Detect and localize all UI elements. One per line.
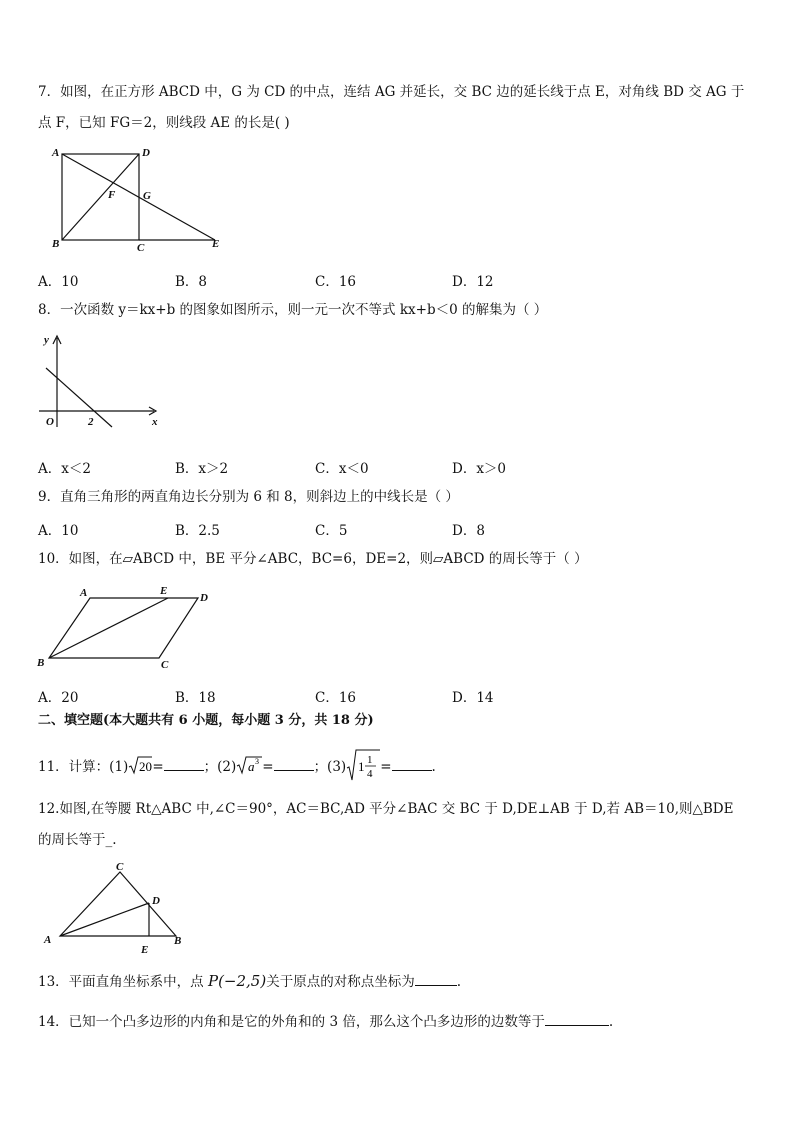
q7-option-b[interactable]: B．8	[175, 274, 208, 290]
q11-blank-3[interactable]	[392, 757, 432, 771]
q12-label-a: A	[44, 934, 52, 946]
q7-option-a[interactable]: A．10	[38, 274, 79, 290]
q14-text: 14．已知一个凸多边形的内角和是它的外角和的 3 倍，那么这个凸多边形的边数等于	[38, 1014, 545, 1030]
q11-frac-numerator: 1	[367, 754, 373, 766]
q10-option-c[interactable]: C．16	[315, 690, 357, 706]
q11-radicand-1: 20	[139, 759, 153, 774]
q10-option-a[interactable]: A．20	[38, 690, 79, 706]
q10-options	[38, 686, 758, 704]
q8-label-y: y	[44, 334, 49, 346]
q13-point: P(−2,5)	[207, 972, 267, 990]
section-2-heading: 二、填空题(本大题共有 6 小题，每小题 3 分，共 18 分)	[38, 713, 374, 728]
q11-mixed-whole: 1	[358, 759, 365, 774]
q8-options	[38, 457, 758, 475]
q8-label-o: O	[46, 416, 54, 428]
q12-label-d: D	[152, 895, 160, 907]
q11-sep-2: ；(3)	[313, 759, 347, 775]
q12-triangle-figure	[36, 858, 196, 956]
q7-label-c: C	[137, 242, 145, 254]
q11-radical-1	[128, 755, 152, 775]
q7-label-f: F	[108, 189, 116, 201]
q8-stem: 8．一次函数 y＝kx+b 的图象如图所示，则一元一次不等式 kx+b＜0 的解集为（ ）	[38, 302, 548, 318]
q12-label-b: B	[174, 935, 182, 947]
q11-frac-denominator: 4	[367, 768, 373, 780]
q10-option-b[interactable]: B．18	[175, 690, 216, 706]
q11-exponent: 3	[255, 757, 260, 766]
q11-eq-1: =	[152, 759, 164, 775]
q11-end: .	[431, 759, 436, 775]
q11-eq-3: =	[380, 759, 392, 775]
q10-label-b: B	[37, 657, 45, 669]
q7-option-d[interactable]: D．12	[452, 274, 494, 290]
q11-radicand-2: a	[248, 759, 255, 774]
q14-blank[interactable]	[545, 1012, 609, 1026]
q12-stem-line2: 的周长等于_.	[38, 832, 117, 848]
q13-blank[interactable]	[415, 972, 457, 986]
q10-option-d[interactable]: D．14	[452, 690, 494, 706]
q8-label-x: x	[152, 416, 158, 428]
q8-graph-figure	[36, 330, 166, 430]
q10-label-e: E	[160, 585, 168, 597]
q13-end: .	[456, 974, 462, 990]
q12-label-e: E	[141, 944, 149, 956]
q7-label-a: A	[52, 147, 60, 159]
q8-option-c[interactable]: C．x＜0	[315, 461, 369, 477]
q10-parallelogram-figure	[34, 580, 224, 672]
q11-sep-1: ；(2)	[203, 759, 237, 775]
q7-square-figure	[48, 143, 228, 255]
q10-label-c: C	[161, 659, 169, 671]
q11-radical-2	[236, 753, 262, 775]
q14-line	[38, 1012, 613, 1031]
q11-blank-1[interactable]	[164, 757, 204, 771]
q7-option-c[interactable]: C．16	[315, 274, 357, 290]
q8-option-b[interactable]: B．x＞2	[175, 461, 229, 477]
q7-label-g: G	[143, 190, 151, 202]
q7-label-e: E	[212, 238, 220, 250]
q7-stem-line1: 7．如图，在正方形 ABCD 中，G 为 CD 的中点，连结 AG 并延长，交 BC 边的延长线于点 E，对角线 BD 交 AG 于	[38, 84, 745, 100]
q14-end: .	[608, 1014, 614, 1030]
q10-label-a: A	[80, 587, 88, 599]
q11-blank-2[interactable]	[274, 757, 314, 771]
q9-options	[38, 519, 758, 537]
q9-stem: 9．直角三角形的两直角边长分别为 6 和 8，则斜边上的中线长是（ ）	[38, 489, 459, 505]
q10-stem: 10．如图，在▱ABCD 中，BE 平分∠ABC，BC=6，DE=2，则▱ABCD 的周长等于（ ）	[38, 551, 588, 567]
q8-option-d[interactable]: D．x＞0	[452, 461, 507, 477]
q11-line	[38, 748, 436, 782]
q13-prefix: 13．平面直角坐标系中，点	[38, 974, 208, 990]
q13-line	[38, 972, 461, 991]
q7-stem-line2: 点 F，已知 FG＝2，则线段 AE 的长是( )	[38, 115, 290, 131]
q11-prefix: 11．计算：(1)	[38, 759, 129, 775]
q9-option-b[interactable]: B．2.5	[175, 523, 220, 539]
q12-label-c: C	[116, 861, 124, 873]
q7-label-b: B	[52, 238, 60, 250]
q12-stem-line1: 12.如图,在等腰 Rt△ABC 中,∠C＝90°，AC＝BC,AD 平分∠BAC 交 BC 于 D,DE⊥AB 于 D,若 AB＝10,则△BDE	[38, 801, 734, 817]
q11-radical-3	[346, 748, 380, 782]
q10-label-d: D	[200, 592, 208, 604]
q7-options	[38, 270, 758, 288]
q9-option-a[interactable]: A．10	[38, 523, 79, 539]
q9-option-c[interactable]: C．5	[315, 523, 348, 539]
q7-label-d: D	[142, 147, 150, 159]
q13-suffix: 关于原点的对称点坐标为	[266, 974, 415, 990]
q8-label-2: 2	[88, 416, 94, 428]
q8-option-a[interactable]: A．x＜2	[38, 461, 91, 477]
q11-eq-2: =	[262, 759, 274, 775]
q9-option-d[interactable]: D．8	[452, 523, 485, 539]
